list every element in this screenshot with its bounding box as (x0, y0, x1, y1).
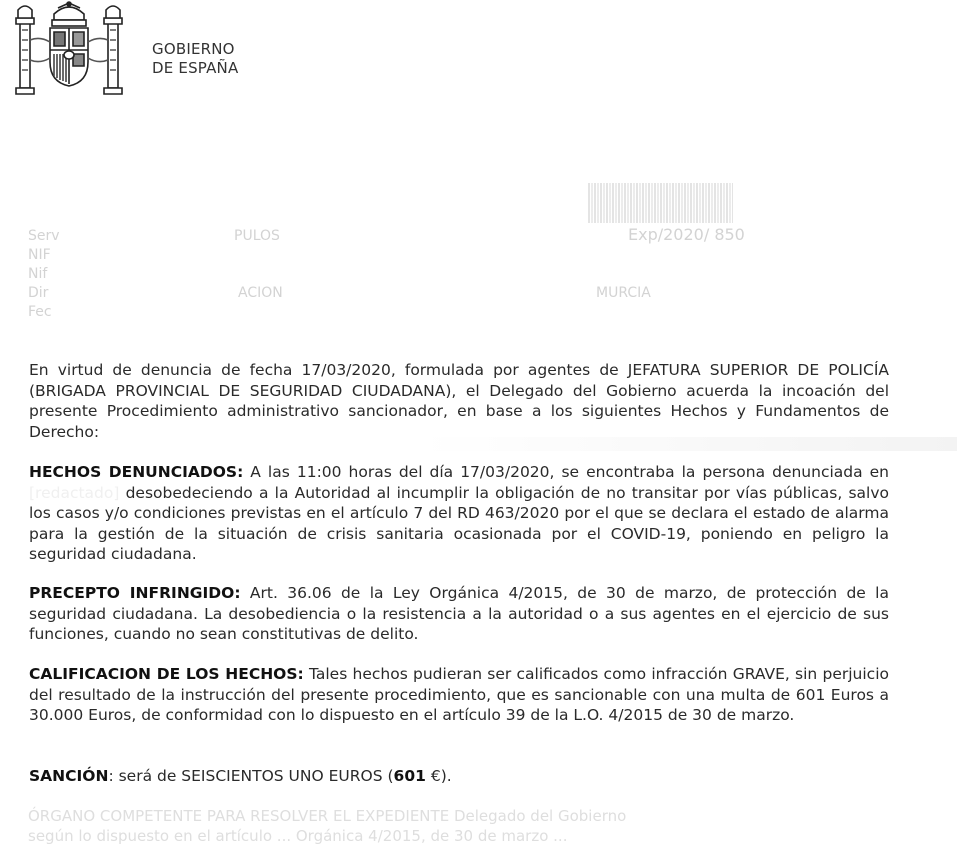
intro-paragraph (29, 360, 889, 442)
calificacion-label: CALIFICACION DE LOS HECHOS: (29, 665, 304, 683)
hechos-text-a: A las 11:00 horas del día 17/03/2020, se encontraba la persona denunciada en (243, 463, 890, 481)
sancion-paragraph (29, 766, 889, 787)
redacted-case-details (28, 225, 788, 335)
sancion-amount: 601 (393, 767, 426, 785)
redacted-field: MURCIA (596, 285, 651, 301)
redacted-field: Serv (28, 228, 60, 244)
hechos-paragraph (29, 462, 889, 565)
faded-footer (28, 806, 898, 846)
faded-footer-line-1: ÓRGANO COMPETENTE PARA RESOLVER EL EXPEDIENTE Delegado del Gobierno (28, 807, 627, 825)
government-line-1: GOBIERNO (152, 40, 235, 58)
precepto-label: PRECEPTO INFRINGIDO: (29, 584, 241, 602)
sancion-text-a: : será de SEISCIENTOS UNO EUROS ( (108, 767, 394, 785)
intro-text: En virtud de denuncia de fecha 17/03/2020, formulada por agentes de JEFATURA SUPERIOR DE POLICÍA (BRIGADA PROVINCIAL DE SEGURIDAD CIUDADANA), el Delegado del Gobierno acuerda la incoación del presente Procedimiento administrativo sancionador, en base a los siguientes Hechos y Fundamentos de Derecho: (29, 361, 889, 441)
calificacion-paragraph (29, 664, 889, 726)
hechos-label: HECHOS DENUNCIADOS: (29, 463, 244, 481)
government-line-2: DE ESPAÑA (152, 59, 239, 77)
hechos-text-b: desobedeciendo a la Autoridad al incumplir la obligación de no transitar por vías públicas, salvo los casos y/o condiciones previstas en el artículo 7 del RD 463/2020 por el que se declara el estado de alarma para la gestión de la situación de crisis sanitaria ocasionada por el COVID-19, poniendo en peligro la seguridad ciudadana. (29, 483, 889, 563)
sancion-text-b: €). (425, 767, 452, 785)
redacted-field: Dir (28, 285, 49, 301)
sancion-label: SANCIÓN (29, 767, 109, 785)
redacted-field: ACION (238, 285, 283, 301)
redacted-field: NIF (28, 247, 51, 263)
government-name (152, 40, 238, 78)
precepto-paragraph (29, 583, 889, 645)
coat-of-arms-icon (14, 0, 124, 100)
redacted-field: Nif (28, 266, 48, 282)
letterhead (14, 0, 414, 104)
precepto-text: Art. 36.06 de la Ley Orgánica 4/2015, de 30 de marzo, de protección de la seguridad ciudadana. La desobediencia o la resistencia a la autoridad o a sus agentes en el ejercicio de sus funciones, cuando no sean constitutivas de delito. (29, 584, 889, 643)
barcode (588, 183, 733, 223)
redacted-field: Exp/2020/ 850 (628, 225, 745, 244)
faded-footer-line-2: según lo dispuesto en el artículo ... Orgánica 4/2015, de 30 de marzo ... (28, 827, 568, 845)
redacted-field: Fec (28, 304, 52, 320)
scan-streak (420, 437, 957, 451)
hechos-redacted: [redactado] (29, 483, 126, 502)
redacted-field: PULOS (234, 228, 280, 244)
calificacion-text: Tales hechos pudieran ser calificados como infracción GRAVE, sin perjuicio del resultado de la instrucción del presente procedimiento, que es sancionable con una multa de 601 Euros a 30.000 Euros, de conformidad con lo dispuesto en el artículo 39 de la L.O. 4/2015 de 30 de marzo. (29, 665, 889, 724)
